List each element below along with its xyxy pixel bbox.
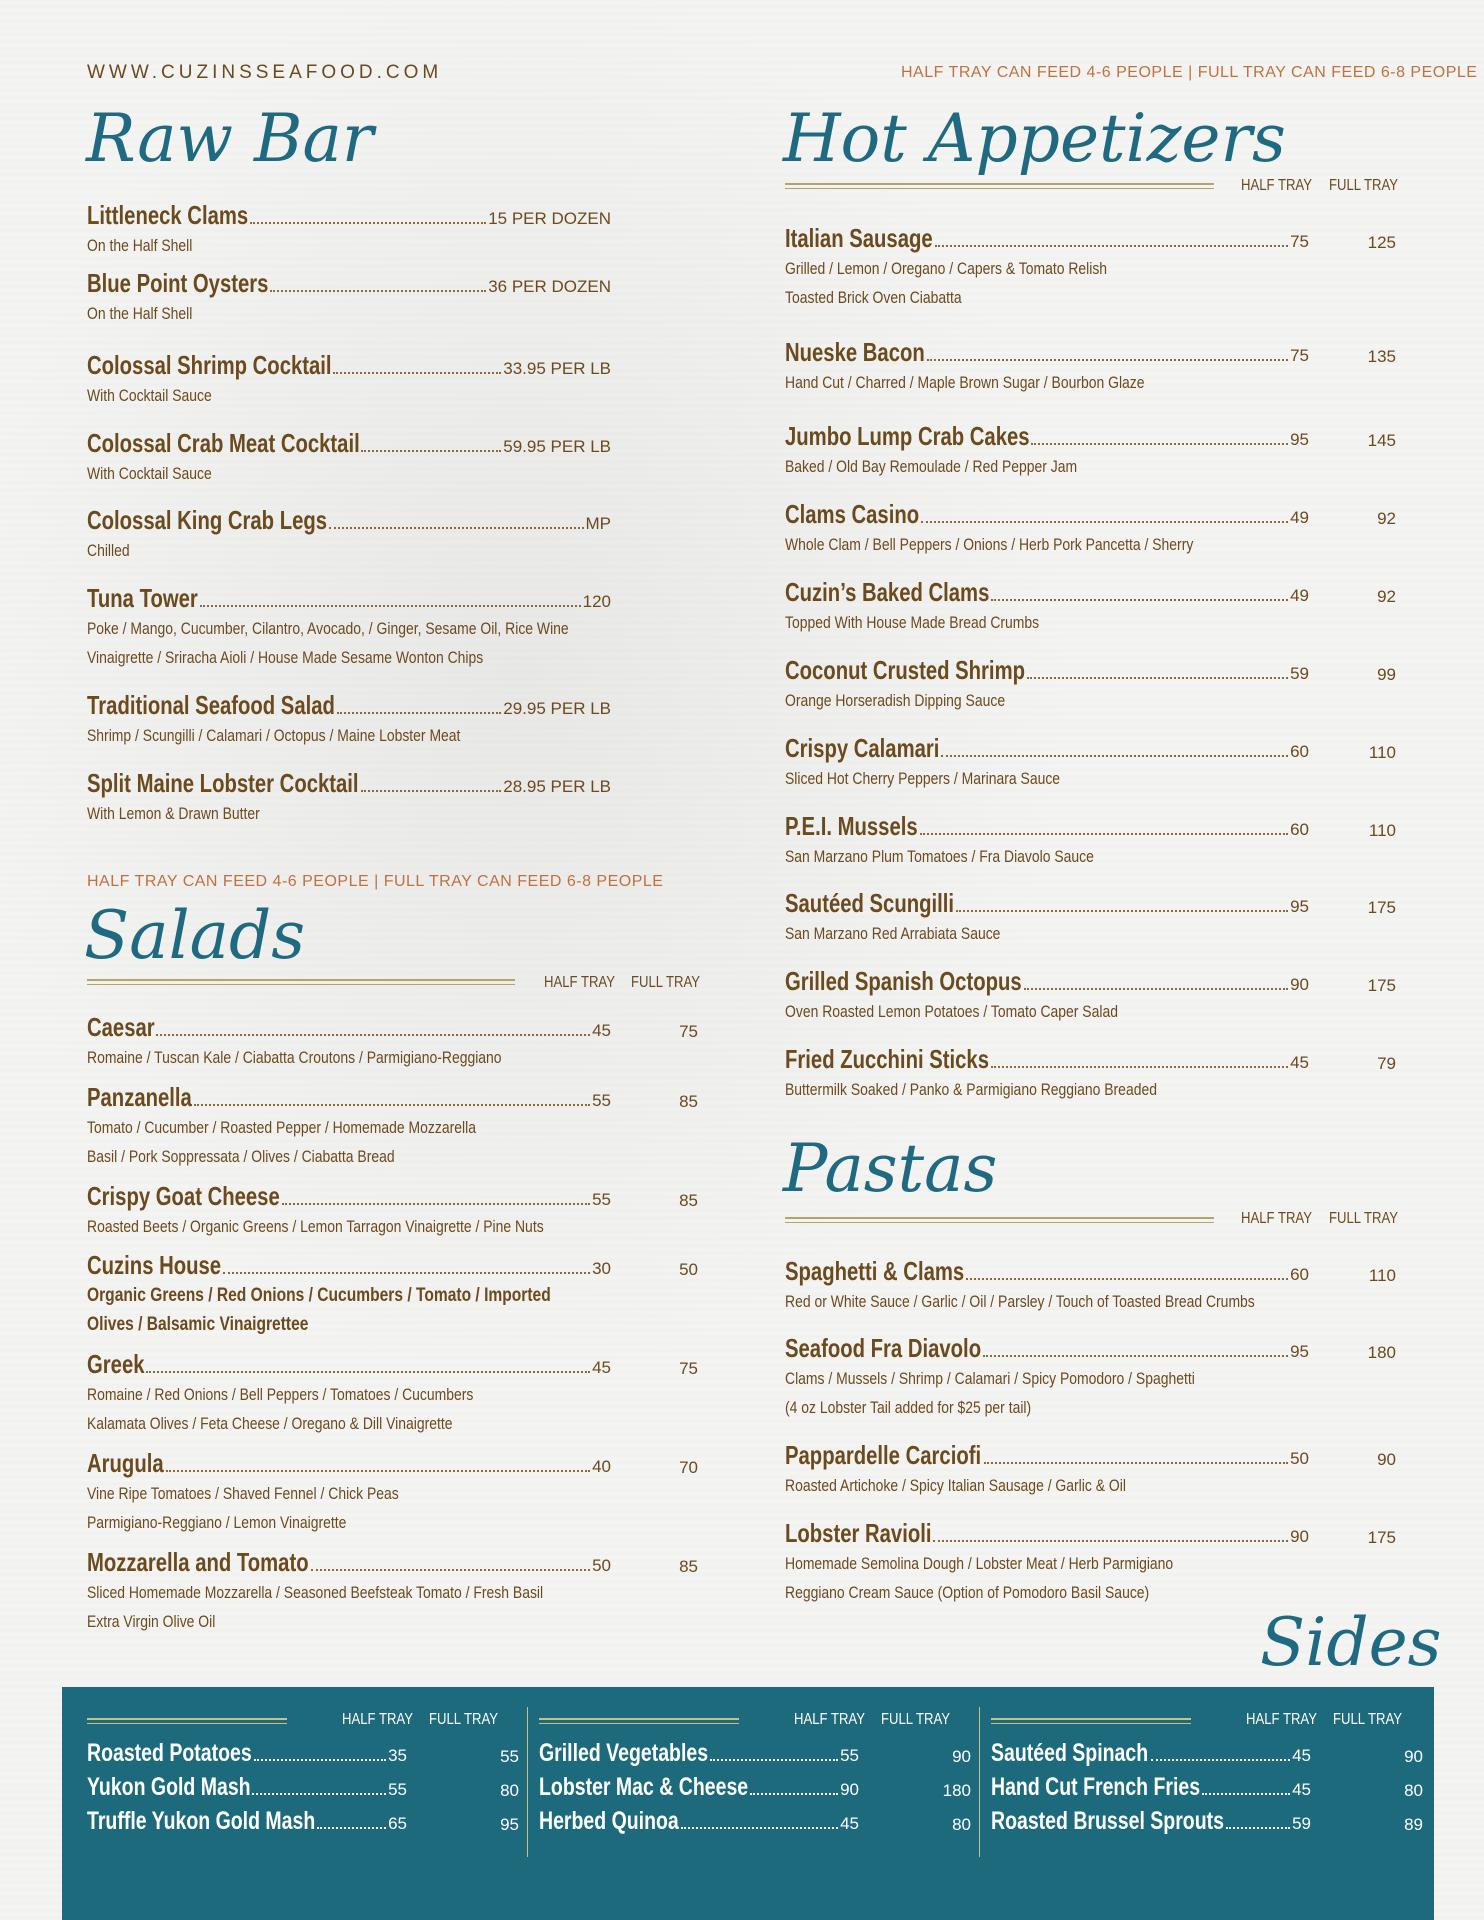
item-name: Roasted Potatoes	[87, 1739, 252, 1767]
dot-leader	[1031, 443, 1288, 445]
item-name: Sautéed Spinach	[991, 1739, 1149, 1767]
item-description: Organic Greens / Red Onions / Cucumbers / Tomato / Imported	[87, 1285, 551, 1306]
item-price: 36 PER DOZEN	[488, 277, 611, 296]
full-tray-price: 90	[952, 1747, 971, 1766]
hot-appetizers-title: Hot Appetizers	[783, 100, 1286, 177]
menu-item-arugula	[87, 1448, 611, 1537]
item-row	[87, 350, 611, 381]
menu-item-crispy-calamari	[785, 733, 1309, 793]
item-description: Extra Virgin Olive Oil	[87, 1612, 216, 1631]
item-description: Chilled	[87, 541, 130, 560]
item-row	[87, 1181, 611, 1212]
item-price: MP	[585, 514, 611, 533]
half-tray-price: 55	[592, 1091, 611, 1110]
half-tray-price: 49	[1290, 508, 1309, 527]
half-tray-price: 59	[1290, 664, 1309, 683]
item-price: 28.95 PER LB	[503, 777, 611, 796]
dot-leader	[337, 712, 501, 714]
menu-item-seafood-fra-diavolo	[785, 1333, 1309, 1422]
side-item-roasted-brussel-sprouts	[991, 1807, 1311, 1836]
item-description: San Marzano Plum Tomatoes / Fra Diavolo Sauce	[785, 847, 1094, 866]
salads-title: Salads	[84, 897, 306, 974]
menu-item-italian-sausage	[785, 223, 1309, 312]
item-row	[991, 1773, 1311, 1802]
full-tray-price: 125	[1367, 233, 1396, 252]
full-tray-price: 110	[1368, 743, 1396, 762]
item-description: With Lemon & Drawn Butter	[87, 804, 260, 823]
item-description: Roasted Artichoke / Spicy Italian Sausage / Garlic & Oil	[785, 1476, 1126, 1495]
full-tray-price: 85	[679, 1092, 698, 1111]
pastas-full-tray-header: FULL TRAY	[1329, 1210, 1399, 1227]
item-row	[87, 268, 611, 299]
item-description: Buttermilk Soaked / Panko & Parmigiano Reggiano Breaded	[785, 1080, 1157, 1099]
tray-feed-note-salads: HALF TRAY CAN FEED 4-6 PEOPLE | FULL TRAY CAN FEED 6-8 PEOPLE	[87, 873, 664, 890]
item-row	[539, 1739, 859, 1768]
dot-leader	[194, 1104, 590, 1106]
full-tray-price: 110	[1368, 1266, 1396, 1285]
item-description: Poke / Mango, Cucumber, Cilantro, Avocado, / Ginger, Sesame Oil, Rice Wine	[87, 619, 569, 638]
item-description: Vinaigrette / Sriracha Aioli / House Made Sesame Wonton Chips	[87, 648, 484, 667]
side-item-hand-cut-french-fries	[991, 1773, 1311, 1802]
item-description: Romaine / Red Onions / Bell Peppers / Tomatoes / Cucumbers	[87, 1385, 474, 1404]
item-name: Sautéed Scungilli	[785, 888, 955, 918]
item-description: Parmigiano-Reggiano / Lemon Vinaigrette	[87, 1513, 347, 1532]
half-tray-price: 35	[388, 1746, 407, 1765]
menu-item-traditional-seafood-salad	[87, 690, 611, 750]
full-tray-price: 85	[679, 1191, 698, 1210]
hot-appetizers-rule	[785, 183, 1214, 189]
half-tray-price: 45	[592, 1021, 611, 1040]
item-row	[87, 1349, 611, 1380]
half-tray-price: 45	[1290, 1053, 1309, 1072]
item-description: San Marzano Red Arrabiata Sauce	[785, 924, 1001, 943]
half-tray-price: 60	[1290, 1265, 1309, 1284]
full-tray-price: 79	[1377, 1054, 1396, 1073]
menu-item-coconut-crusted-shrimp	[785, 655, 1309, 715]
dot-leader	[166, 1470, 590, 1472]
half-tray-price: 59	[1292, 1814, 1311, 1833]
side-item-truffle-yukon-gold-mash	[87, 1807, 407, 1836]
dot-leader	[927, 359, 1288, 361]
item-row	[785, 655, 1309, 686]
side-item-herbed-quinoa	[539, 1807, 859, 1836]
side-item-grilled-vegetables	[539, 1739, 859, 1768]
item-description: Topped With House Made Bread Crumbs	[785, 613, 1040, 632]
item-row	[87, 1547, 611, 1578]
dot-leader	[282, 1203, 590, 1205]
sides-half-tray-header: HALF TRAY	[342, 1711, 413, 1728]
dot-leader	[966, 1278, 1288, 1280]
menu-item-split-maine-lobster-cocktail	[87, 768, 611, 828]
dot-leader	[200, 605, 581, 607]
dot-leader	[1202, 1793, 1290, 1795]
full-tray-price: 80	[500, 1781, 519, 1800]
item-row	[785, 1333, 1309, 1364]
item-name: Cuzin’s Baked Clams	[785, 577, 990, 607]
dot-leader	[317, 1827, 386, 1829]
dot-leader	[1027, 677, 1288, 679]
full-tray-price: 92	[1377, 587, 1396, 606]
sides-column-divider	[527, 1707, 528, 1857]
dot-leader	[941, 755, 1288, 757]
website-url[interactable]: WWW.CUZINSSEAFOOD.COM	[87, 62, 443, 83]
item-name: Colossal Crab Meat Cocktail	[87, 428, 360, 458]
dot-leader	[933, 1540, 1288, 1542]
dot-leader	[361, 790, 502, 792]
full-tray-price: 90	[1404, 1747, 1423, 1766]
item-price: 120	[582, 592, 611, 611]
item-row	[539, 1773, 859, 1802]
half-tray-price: 45	[1292, 1746, 1311, 1765]
dot-leader	[156, 1034, 590, 1036]
item-row	[87, 1807, 407, 1836]
item-description: Homemade Semolina Dough / Lobster Meat / Herb Parmigiano	[785, 1554, 1174, 1573]
full-tray-price: 92	[1377, 509, 1396, 528]
full-tray-price: 50	[679, 1260, 698, 1279]
half-tray-price: 45	[592, 1358, 611, 1377]
appetizers-full-tray-header: FULL TRAY	[1329, 177, 1399, 194]
item-name: Jumbo Lump Crab Cakes	[785, 421, 1030, 451]
pastas-title: Pastas	[783, 1130, 998, 1207]
full-tray-price: 75	[679, 1022, 698, 1041]
full-tray-price: 85	[679, 1557, 698, 1576]
dot-leader	[1024, 988, 1288, 990]
item-description: Whole Clam / Bell Peppers / Onions / Herb Pork Pancetta / Sherry	[785, 535, 1194, 554]
half-tray-price: 90	[840, 1780, 859, 1799]
pastas-half-tray-header: HALF TRAY	[1241, 1210, 1312, 1227]
menu-item-cuzin-s-baked-clams	[785, 577, 1309, 637]
item-name: Herbed Quinoa	[539, 1807, 679, 1835]
item-row	[785, 337, 1309, 368]
item-name: Clams Casino	[785, 499, 920, 529]
menu-item-blue-point-oysters	[87, 268, 611, 328]
item-row	[87, 200, 611, 231]
item-name: Lobster Ravioli	[785, 1518, 932, 1548]
half-tray-price: 50	[1290, 1449, 1309, 1468]
item-description: Vine Ripe Tomatoes / Shaved Fennel / Chick Peas	[87, 1484, 399, 1503]
sides-half-tray-header: HALF TRAY	[794, 1711, 865, 1728]
half-tray-price: 45	[1292, 1780, 1311, 1799]
item-name: Colossal Shrimp Cocktail	[87, 350, 332, 380]
item-description: On the Half Shell	[87, 236, 193, 255]
item-description: Shrimp / Scungilli / Calamari / Octopus / Maine Lobster Meat	[87, 726, 461, 745]
half-tray-price: 75	[1290, 232, 1309, 251]
item-description: Romaine / Tuscan Kale / Ciabatta Croutons / Parmigiano-Reggiano	[87, 1048, 502, 1067]
half-tray-price: 40	[592, 1457, 611, 1476]
item-description: Basil / Pork Soppressata / Olives / Ciabatta Bread	[87, 1147, 395, 1166]
dot-leader	[991, 1066, 1289, 1068]
item-row	[87, 1773, 407, 1802]
item-row	[991, 1807, 1311, 1836]
half-tray-price: 90	[1290, 1527, 1309, 1546]
item-name: Colossal King Crab Legs	[87, 505, 328, 535]
item-name: Traditional Seafood Salad	[87, 690, 335, 720]
dot-leader	[250, 222, 486, 224]
item-description: Red or White Sauce / Garlic / Oil / Parsley / Touch of Toasted Bread Crumbs	[785, 1292, 1255, 1311]
menu-item-pappardelle-carciofi	[785, 1440, 1309, 1500]
full-tray-price: 175	[1367, 898, 1396, 917]
side-item-yukon-gold-mash	[87, 1773, 407, 1802]
half-tray-price: 90	[1290, 975, 1309, 994]
item-description: Olives / Balsamic Vinaigrettee	[87, 1314, 309, 1335]
item-row	[785, 811, 1309, 842]
menu-item-saut-ed-scungilli	[785, 888, 1309, 948]
dot-leader	[333, 372, 501, 374]
dot-leader	[254, 1759, 386, 1761]
sides-rule	[539, 1718, 739, 1724]
menu-item-colossal-crab-meat-cocktail	[87, 428, 611, 488]
sides-half-tray-header: HALF TRAY	[1246, 1711, 1317, 1728]
menu-item-crispy-goat-cheese	[87, 1181, 611, 1241]
item-description: Sliced Homemade Mozzarella / Seasoned Beefsteak Tomato / Fresh Basil	[87, 1583, 544, 1602]
sides-full-tray-header: FULL TRAY	[881, 1711, 951, 1728]
dot-leader	[311, 1569, 590, 1571]
half-tray-price: 49	[1290, 586, 1309, 605]
half-tray-price: 95	[1290, 1342, 1309, 1361]
item-name: Coconut Crusted Shrimp	[785, 655, 1025, 685]
menu-item-panzanella	[87, 1082, 611, 1171]
menu-item-caesar	[87, 1012, 611, 1072]
half-tray-price: 55	[388, 1780, 407, 1799]
dot-leader	[935, 245, 1288, 247]
menu-item-cuzins-house	[87, 1250, 611, 1339]
item-row	[785, 421, 1309, 452]
sides-rule	[991, 1718, 1191, 1724]
menu-item-spaghetti-clams	[785, 1256, 1309, 1316]
dot-leader	[921, 521, 1288, 523]
item-name: Tuna Tower	[87, 583, 198, 613]
item-description: Baked / Old Bay Remoulade / Red Pepper Jam	[785, 457, 1078, 476]
full-tray-price: 135	[1367, 347, 1396, 366]
item-row	[785, 577, 1309, 608]
item-description: Hand Cut / Charred / Maple Brown Sugar / Bourbon Glaze	[785, 373, 1145, 392]
side-item-roasted-potatoes	[87, 1739, 407, 1768]
item-name: Fried Zucchini Sticks	[785, 1044, 989, 1074]
item-name: Greek	[87, 1349, 145, 1379]
item-name: Spaghetti & Clams	[785, 1256, 965, 1286]
item-description: Reggiano Cream Sauce (Option of Pomodoro Basil Sauce)	[785, 1583, 1150, 1602]
half-tray-price: 95	[1290, 430, 1309, 449]
dot-leader	[270, 290, 486, 292]
full-tray-price: 145	[1367, 431, 1396, 450]
full-tray-price: 70	[679, 1458, 698, 1477]
full-tray-price: 80	[952, 1815, 971, 1834]
item-row	[87, 428, 611, 459]
menu-item-colossal-shrimp-cocktail	[87, 350, 611, 410]
item-name: Littleneck Clams	[87, 200, 249, 230]
item-row	[785, 1518, 1309, 1549]
item-row	[87, 1250, 611, 1281]
half-tray-price: 65	[388, 1814, 407, 1833]
half-tray-price: 50	[592, 1556, 611, 1575]
item-description: With Cocktail Sauce	[87, 386, 212, 405]
menu-item-lobster-ravioli	[785, 1518, 1309, 1607]
item-row	[87, 583, 611, 614]
dot-leader	[750, 1793, 838, 1795]
item-name: Roasted Brussel Sprouts	[991, 1807, 1224, 1835]
item-name: Caesar	[87, 1012, 155, 1042]
menu-item-p-e-i-mussels	[785, 811, 1309, 871]
full-tray-price: 180	[1367, 1343, 1396, 1362]
item-price: 29.95 PER LB	[503, 699, 611, 718]
item-row	[87, 505, 611, 536]
full-tray-price: 80	[1404, 1781, 1423, 1800]
dot-leader	[984, 1462, 1289, 1464]
half-tray-price: 75	[1290, 346, 1309, 365]
item-row	[87, 1012, 611, 1043]
item-name: Nueske Bacon	[785, 337, 925, 367]
item-description: Oven Roasted Lemon Potatoes / Tomato Caper Salad	[785, 1002, 1118, 1021]
item-name: Crispy Goat Cheese	[87, 1181, 280, 1211]
half-tray-price: 95	[1290, 897, 1309, 916]
appetizers-half-tray-header: HALF TRAY	[1241, 177, 1312, 194]
full-tray-price: 89	[1404, 1815, 1423, 1834]
full-tray-price: 175	[1367, 1528, 1396, 1547]
item-row	[785, 223, 1309, 254]
item-row	[785, 733, 1309, 764]
menu-item-nueske-bacon	[785, 337, 1309, 397]
item-name: Arugula	[87, 1448, 164, 1478]
item-name: Split Maine Lobster Cocktail	[87, 768, 359, 798]
dot-leader	[1226, 1827, 1290, 1829]
item-row	[785, 1256, 1309, 1287]
item-row	[991, 1739, 1311, 1768]
menu-item-grilled-spanish-octopus	[785, 966, 1309, 1026]
item-description: Clams / Mussels / Shrimp / Calamari / Spicy Pomodoro / Spaghetti	[785, 1369, 1195, 1388]
tray-feed-note-top: HALF TRAY CAN FEED 4-6 PEOPLE | FULL TRAY CAN FEED 6-8 PEOPLE	[901, 64, 1478, 81]
item-row	[539, 1807, 859, 1836]
dot-leader	[920, 833, 1288, 835]
menu-item-mozzarella-and-tomato	[87, 1547, 611, 1636]
item-row	[785, 499, 1309, 530]
dot-leader	[252, 1793, 386, 1795]
item-row	[785, 1440, 1309, 1471]
item-description: Roasted Beets / Organic Greens / Lemon Tarragon Vinaigrette / Pine Nuts	[87, 1217, 544, 1236]
item-description: (4 oz Lobster Tail added for $25 per tail)	[785, 1398, 1032, 1417]
item-price: 15 PER DOZEN	[488, 209, 611, 228]
item-name: Truffle Yukon Gold Mash	[87, 1807, 316, 1835]
sides-full-tray-header: FULL TRAY	[1333, 1711, 1403, 1728]
item-price: 59.95 PER LB	[503, 437, 611, 456]
dot-leader	[991, 599, 1288, 601]
item-row	[87, 1082, 611, 1113]
item-description: Grilled / Lemon / Oregano / Capers & Tomato Relish	[785, 259, 1108, 278]
item-description: Toasted Brick Oven Ciabatta	[785, 288, 962, 307]
dot-leader	[956, 910, 1288, 912]
dot-leader	[710, 1759, 838, 1761]
item-row	[785, 966, 1309, 997]
item-description: Orange Horseradish Dipping Sauce	[785, 691, 1006, 710]
half-tray-price: 55	[840, 1746, 859, 1765]
raw-bar-title: Raw Bar	[86, 100, 374, 177]
full-tray-price: 95	[500, 1815, 519, 1834]
salads-rule	[87, 979, 515, 985]
full-tray-price: 90	[1377, 1450, 1396, 1469]
item-name: P.E.I. Mussels	[785, 811, 918, 841]
half-tray-price: 60	[1290, 742, 1309, 761]
sides-column-divider	[979, 1707, 980, 1857]
full-tray-price: 75	[679, 1359, 698, 1378]
item-description: With Cocktail Sauce	[87, 464, 212, 483]
item-name: Grilled Spanish Octopus	[785, 966, 1022, 996]
item-name: Italian Sausage	[785, 223, 933, 253]
item-name: Seafood Fra Diavolo	[785, 1333, 982, 1363]
full-tray-price: 55	[500, 1747, 519, 1766]
sides-rule	[87, 1718, 287, 1724]
item-name: Panzanella	[87, 1082, 192, 1112]
item-name: Crispy Calamari	[785, 733, 940, 763]
item-name: Mozzarella and Tomato	[87, 1547, 309, 1577]
dot-leader	[329, 527, 584, 529]
salads-full-tray-header: FULL TRAY	[631, 974, 701, 991]
full-tray-price: 99	[1377, 665, 1396, 684]
item-price: 33.95 PER LB	[503, 359, 611, 378]
half-tray-price: 30	[592, 1259, 611, 1278]
item-description: Sliced Hot Cherry Peppers / Marinara Sauce	[785, 769, 1061, 788]
item-name: Blue Point Oysters	[87, 268, 269, 298]
item-name: Lobster Mac & Cheese	[539, 1773, 749, 1801]
item-name: Yukon Gold Mash	[87, 1773, 251, 1801]
dot-leader	[361, 450, 501, 452]
item-description: Kalamata Olives / Feta Cheese / Oregano & Dill Vinaigrette	[87, 1414, 453, 1433]
half-tray-price: 55	[592, 1190, 611, 1209]
dot-leader	[223, 1272, 590, 1274]
menu-item-greek	[87, 1349, 611, 1438]
item-row	[87, 690, 611, 721]
item-row	[785, 1044, 1309, 1075]
item-row	[87, 1448, 611, 1479]
menu-item-fried-zucchini-sticks	[785, 1044, 1309, 1104]
item-description: Tomato / Cucumber / Roasted Pepper / Homemade Mozzarella	[87, 1118, 476, 1137]
pastas-rule	[785, 1217, 1214, 1223]
menu-item-jumbo-lump-crab-cakes	[785, 421, 1309, 481]
half-tray-price: 60	[1290, 820, 1309, 839]
item-name: Hand Cut French Fries	[991, 1773, 1201, 1801]
item-row	[87, 768, 611, 799]
item-name: Pappardelle Carciofi	[785, 1440, 982, 1470]
salads-half-tray-header: HALF TRAY	[544, 974, 615, 991]
item-row	[785, 888, 1309, 919]
full-tray-price: 175	[1367, 976, 1396, 995]
full-tray-price: 180	[942, 1781, 971, 1800]
sides-band	[62, 1687, 1434, 1920]
item-row	[87, 1739, 407, 1768]
dot-leader	[681, 1827, 838, 1829]
side-item-saut-ed-spinach	[991, 1739, 1311, 1768]
menu-item-tuna-tower	[87, 583, 611, 672]
dot-leader	[1151, 1759, 1290, 1761]
half-tray-price: 45	[840, 1814, 859, 1833]
menu-item-littleneck-clams	[87, 200, 611, 260]
menu-item-clams-casino	[785, 499, 1309, 559]
full-tray-price: 110	[1368, 821, 1396, 840]
item-name: Grilled Vegetables	[539, 1739, 709, 1767]
item-description: On the Half Shell	[87, 304, 193, 323]
dot-leader	[983, 1355, 1288, 1357]
sides-full-tray-header: FULL TRAY	[429, 1711, 499, 1728]
item-name: Cuzins House	[87, 1250, 222, 1280]
dot-leader	[146, 1371, 590, 1373]
side-item-lobster-mac-cheese	[539, 1773, 859, 1802]
sides-title: Sides	[1260, 1604, 1442, 1681]
menu-item-colossal-king-crab-legs	[87, 505, 611, 565]
